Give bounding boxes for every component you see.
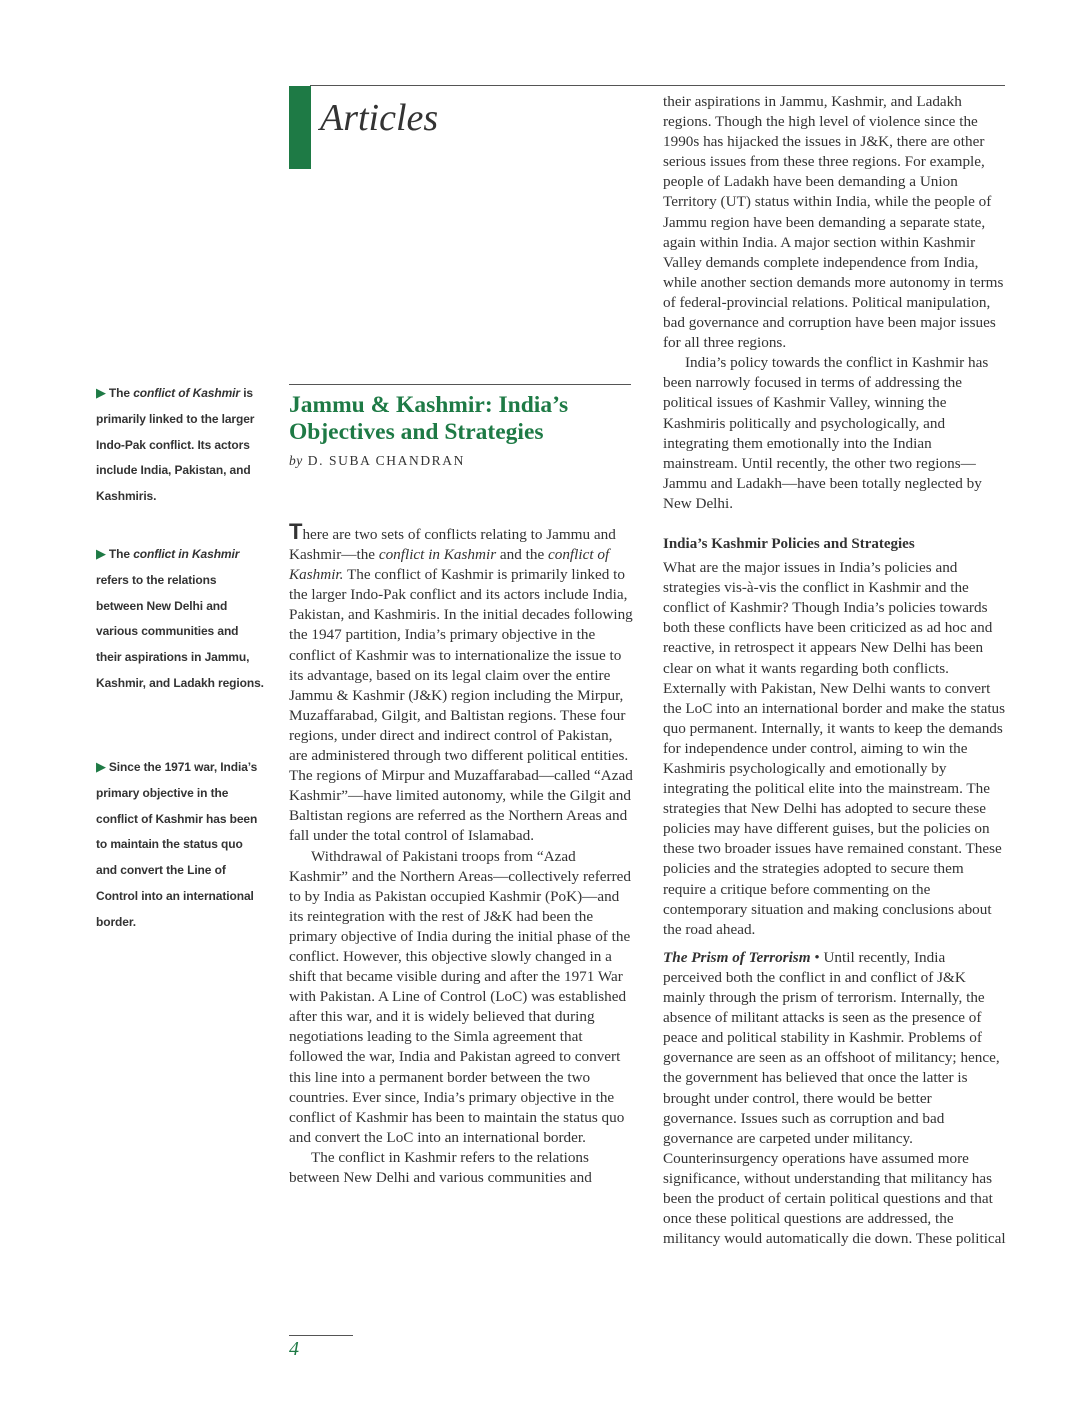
paragraph: The conflict in Kashmir refers to the relations between New Delhi and various communities and bbox=[289, 1148, 592, 1186]
pullquote-text: is primarily linked to the larger Indo-Pak conflict. Its actors include India, Pakistan, and Kashmiris. bbox=[96, 386, 255, 504]
sidebar-pullquote-1 bbox=[96, 380, 266, 510]
triangle-right-icon: ▶ bbox=[96, 546, 106, 561]
pullquote-emphasis: conflict of Kashmir bbox=[133, 386, 240, 400]
pullquote-text: Since the 1971 war, India’s primary objective in the conflict of Kashmir has been to maintain the status quo and convert the Line of Control into an international border. bbox=[96, 760, 258, 929]
author-name: D. SUBA CHANDRAN bbox=[307, 453, 465, 468]
paragraph: What are the major issues in India’s policies and strategies vis-à-vis the conflict in Kashmir and the conflict of Kashmir? Though India’s policies towards both these conflicts have been criticized as ad hoc and reactive, in retrospect it appears New Delhi has been clear on what it wants regarding both conflicts. Externally with Pakistan, New Delhi wants to convert the LoC into an international border and make the status quo permanent. Internally, it wants to keep the demands for independence under control, aiming to win the Kashmiris psychologically and emotionally by integrating the political elite into the mainstream. The strategies that New Delhi has adopted to secure these policies may have different guises, but the policies on these two broader issues have remained constant. These policies and the strategies adopted to secure them require a critique before commenting on the contemporary situation and making conclusions about the road ahead. bbox=[663, 559, 1006, 938]
body-column-1 bbox=[289, 519, 633, 1188]
paragraph: their aspirations in Jammu, Kashmir, and Ladakh regions. Though the high level of violence since the 1990s has hijacked the issues in J&K, there are other serious issues from these three regions. For example, people of Ladakh have been demanding a Union Territory (UT) status within India, while the people of Jammu region have been demanding a separate state, again within India. A major section within Kashmir Valley demands complete independence from India, while another section demands more autonomy in terms of federal-provincial relations. Political manipulation, bad governance and corruption have been major issues for all three regions. bbox=[663, 93, 1004, 352]
drop-cap: T bbox=[289, 519, 303, 544]
paragraph bbox=[663, 948, 1006, 1249]
paragraph-emphasis: conflict in Kashmir bbox=[378, 546, 497, 564]
byline-prefix: by bbox=[289, 453, 303, 468]
article-title: Jammu & Kashmir: India’s Objectives and Strategies bbox=[289, 392, 569, 445]
paragraph-emphasis: conflict of Kashmir. bbox=[289, 546, 610, 584]
triangle-right-icon: ▶ bbox=[96, 759, 106, 774]
page-number: 4 bbox=[289, 1338, 299, 1360]
run-in-heading: The Prism of Terrorism bbox=[663, 948, 811, 966]
paragraph: Withdrawal of Pakistani troops from “Azad Kashmir” and the Northern Areas—collectively referred to by India as Pakistan occupied Kashmir (PoK)—and its reintegration with the rest of J&K had been the primary objective of India during the initial phase of the conflict. However, this objective slowly changed in a shift that became visible during and after the 1971 War with Pakistan. A Line of Control (LoC) was established after this war, and it is widely believed that during negotiations leading to the Simla agreement that followed the war, India and Pakistan agreed to convert this line into a permanent border between the two countries. Ever since, India’s primary objective in the conflict of Kashmir has been to maintain the status quo and convert the LoC into an international border. bbox=[289, 847, 631, 1146]
byline bbox=[289, 453, 465, 469]
triangle-right-icon: ▶ bbox=[96, 385, 106, 400]
sidebar-pullquote-2 bbox=[96, 541, 266, 697]
pullquote-text: The bbox=[108, 547, 134, 561]
sidebar-pullquote-3 bbox=[96, 754, 266, 936]
section-bar bbox=[289, 86, 311, 169]
paragraph: India’s policy towards the conflict in Kashmir has been narrowly focused in terms of addressing the political issues of Kashmir Valley, winning the Kashmiris politically and psychologically, and integrating them emotionally into the Indian mainstream. Until recently, the other two regions—Jammu and Ladakh—have been totally neglected by New Delhi. bbox=[663, 354, 989, 512]
paragraph-text: Until recently, India perceived both the conflict in and conflict of J&K mainly through the prism of terrorism. Internally, the absence of militant attacks is seen as the presence of peace and political stability in Kashmir. Problems of governance are seen as an offshoot of militancy; hence, the government has believed that once the latter is brought under control, there would be better governance. Issues such as corruption and bad governance are carpeted under militancy. Counterinsurgency operations have assumed more significance, without understanding that militancy has been the product of certain political questions and that once these political questions are addressed, the militancy would automatically die down. These political bbox=[663, 948, 1006, 1248]
bullet-separator: • bbox=[810, 948, 824, 966]
article-rule bbox=[289, 384, 631, 385]
body-column-2 bbox=[663, 92, 1006, 1249]
subheading: India’s Kashmir Policies and Strategies bbox=[663, 535, 915, 552]
section-title: Articles bbox=[320, 97, 439, 139]
top-rule bbox=[310, 85, 1005, 86]
pullquote-text: refers to the relations between New Delhi and various communities and their aspirations in Jammu, Kashmir, and Ladakh regions. bbox=[96, 572, 264, 690]
paragraph bbox=[289, 519, 633, 847]
paragraph-text: and the bbox=[496, 546, 548, 564]
paragraph-text: here are two sets of conflicts relating to Jammu and Kashmir—the bbox=[289, 526, 616, 564]
folio-rule bbox=[289, 1335, 353, 1336]
pullquote-emphasis: conflict in Kashmir bbox=[133, 547, 240, 561]
paragraph-text: The conflict of Kashmir is primarily linked to the larger Indo-Pak conflict and its actors include India, Pakistan, and Kashmiris. In the initial decades following the 1947 partition, India’s primary objective in the conflict of Kashmir was to internationalize the issue to its advantage, based on its legal claim over the entire Jammu & Kashmir (J&K) region including the Mirpur, Muzaffarabad, Gilgit, and Baltistan regions. These four regions, under direct and indirect control of Pakistan, are administered through two different political entities. The regions of Mirpur and Muzaffarabad—called “Azad Kashmir”—have limited autonomy, while the Gilgit and Baltistan regions are referred as the Northern Areas and fall under the total control of Islamabad. bbox=[289, 566, 633, 845]
pullquote-text: The bbox=[108, 386, 134, 400]
